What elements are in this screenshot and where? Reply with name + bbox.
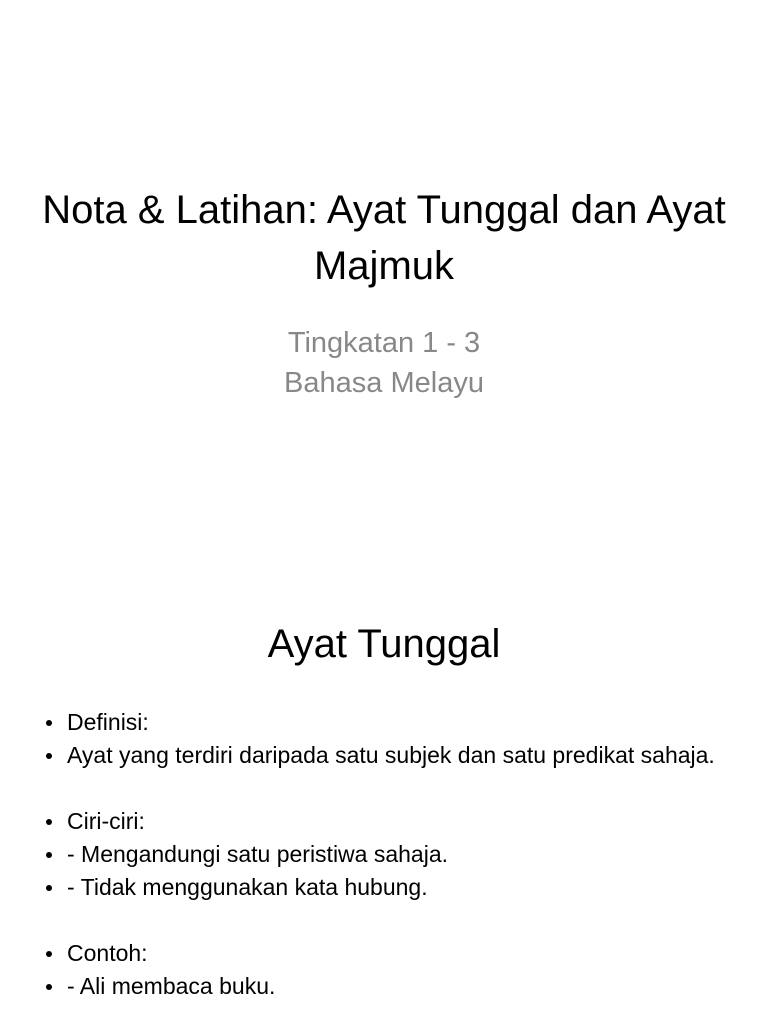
subtitle-line-subject: Bahasa Melayu bbox=[284, 367, 484, 399]
bullet-item-ciri-label: Ciri-ciri: bbox=[40, 805, 720, 838]
slide-title: Nota & Latihan: Ayat Tunggal dan Ayat Majmuk bbox=[42, 188, 726, 288]
bullet-item-definisi-text: Ayat yang terdiri daripada satu subjek dan satu predikat sahaja. bbox=[40, 739, 720, 772]
bullet-item-contoh-1: - Ali membaca buku. bbox=[40, 970, 720, 1003]
content-slide bbox=[0, 576, 768, 1024]
bullet-item-ciri-1: - Mengandungi satu peristiwa sahaja. bbox=[40, 838, 720, 871]
bullet-item-contoh-label: Contoh: bbox=[40, 937, 720, 970]
slide-subtitle bbox=[40, 323, 728, 403]
subtitle-line-level: Tingkatan 1 - 3 bbox=[287, 327, 481, 359]
bullet-list bbox=[40, 706, 720, 1003]
bullet-item-ciri-2: - Tidak menggunakan kata hubung. bbox=[40, 871, 720, 904]
bullet-item-definisi-label: Definisi: bbox=[40, 706, 720, 739]
slide-heading: Ayat Tunggal bbox=[267, 622, 501, 666]
